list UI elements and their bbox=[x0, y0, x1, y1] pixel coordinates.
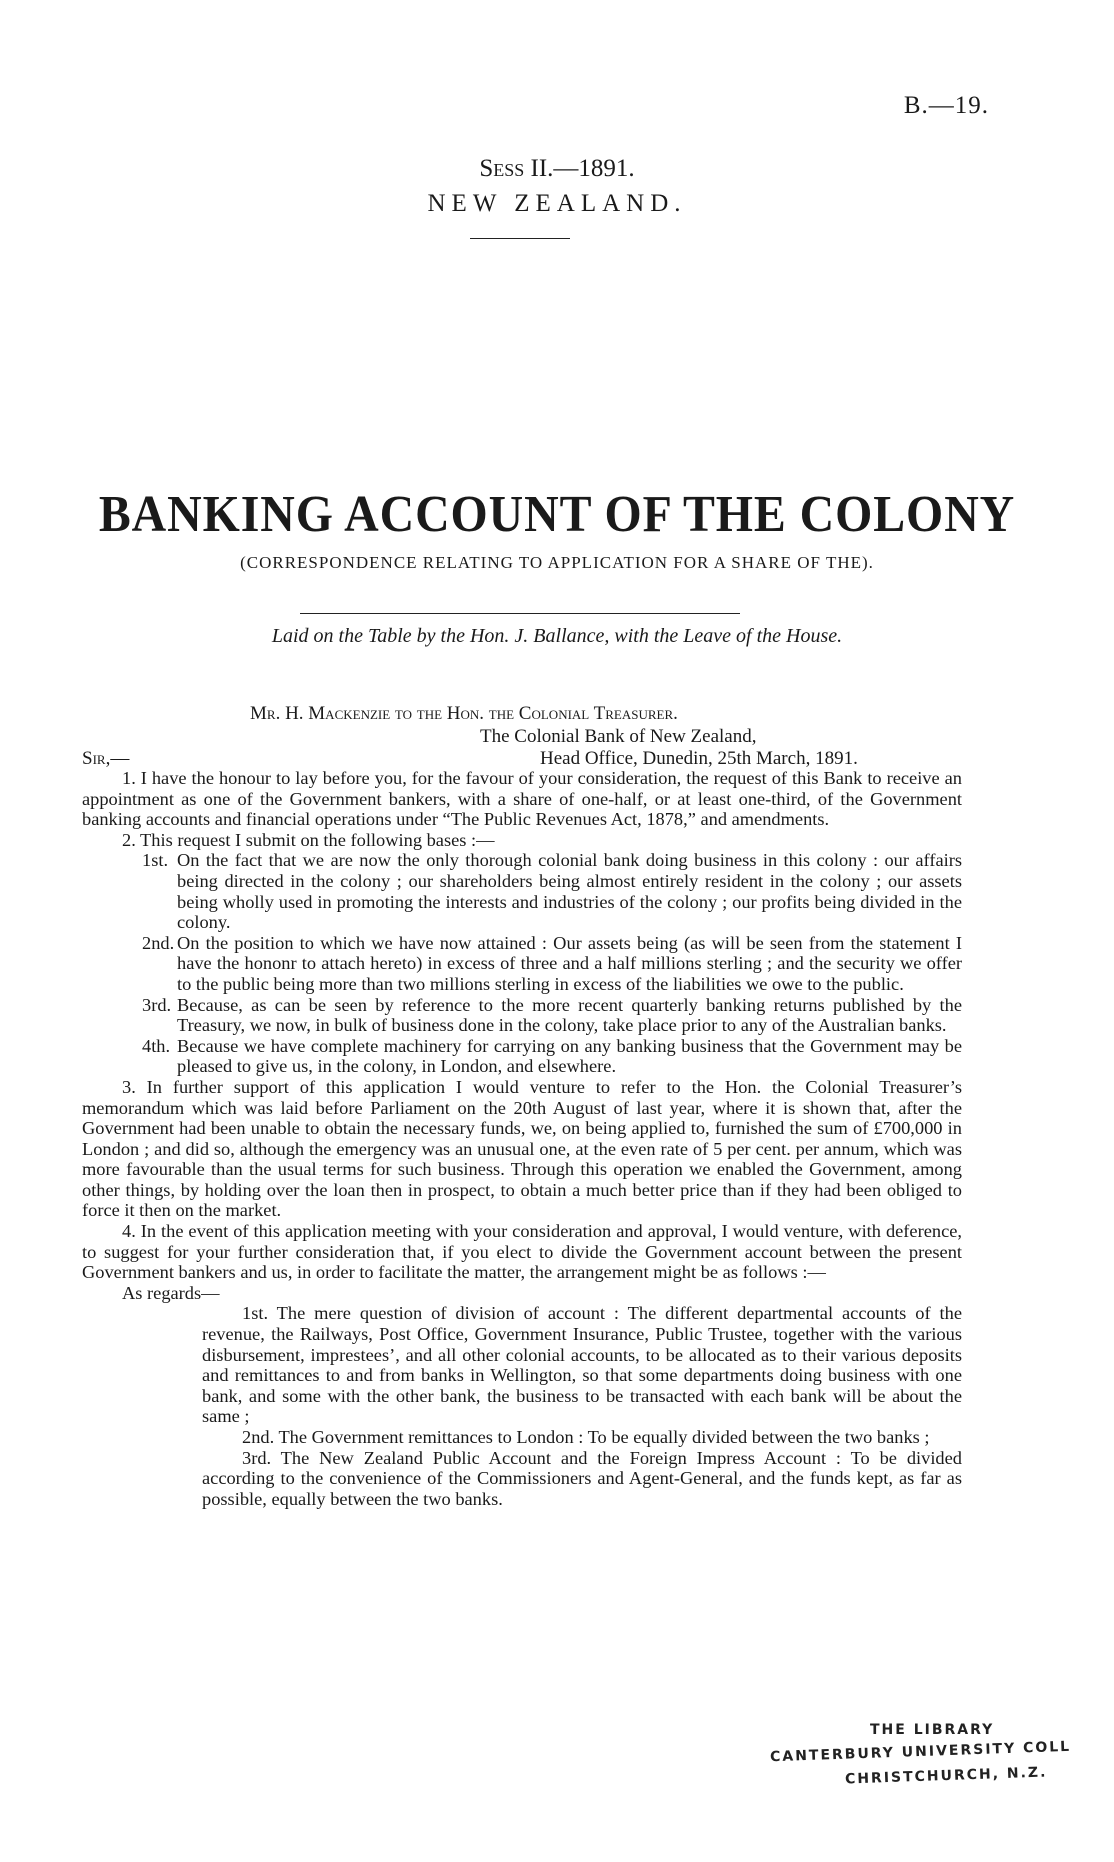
basis-text: On the position to which we have now attained : Our assets being (as will be seen from the statement I have the hononr to attach hereto) in excess of three and a half millions sterling ; and the security we offer to the public being more than two millions sterling in excess of the liabilities we owe to the public. bbox=[177, 932, 962, 994]
basis-text: On the fact that we are now the only thorough colonial bank doing business in this colony : our affairs being directed in the colony ; our shareholders being almost entirely resident in the colony ; our assets being wholly used in promoting the interests and industries of the colony ; our profits being divided in the colony. bbox=[177, 850, 962, 933]
basis-number: 4th. bbox=[142, 1035, 171, 1056]
basis-item bbox=[142, 994, 962, 1036]
library-stamp-line-1: THE LIBRARY bbox=[870, 1722, 995, 1738]
session-line bbox=[0, 155, 1114, 183]
session-year: II.—1891. bbox=[524, 155, 635, 182]
country-heading: NEW ZEALAND. bbox=[427, 190, 687, 217]
paragraph-4: 4. In the event of this application meeting with your consideration and approval, I would venture, with deference, to suggest for your further consideration that, if you elect to divide the Government account between the present Government bankers and us, in order to facilitate the matter, the arrangement might be as follows :— bbox=[82, 1221, 962, 1283]
arrangement-item-3: 3rd. The New Zealand Public Account and the Foreign Impress Account : To be divided according to the convenience of the Commissioners and Agent-General, and the funds kept, as far as possible, equally between the two banks. bbox=[202, 1447, 962, 1509]
title-divider bbox=[300, 613, 740, 614]
basis-number: 3rd. bbox=[142, 994, 172, 1015]
address-line-2: Head Office, Dunedin, 25th March, 1891. bbox=[540, 748, 858, 769]
arrangement-item-2: 2nd. The Government remittances to London : To be equally divided between the two banks ; bbox=[242, 1427, 930, 1447]
basis-number: 1st. bbox=[142, 850, 169, 871]
library-stamp-line-2: CANTERBURY UNIVERSITY COLL bbox=[769, 1738, 1072, 1766]
paragraph-1: 1. I have the honour to lay before you, for the favour of your consideration, the request of this Bank to receive an appointment as one of the Government bankers, with a share of one-half, or at least one-third, of the Government banking accounts and financial operations under “The Public Revenues Act, 1878,” and amendments. bbox=[82, 768, 962, 830]
basis-number: 2nd. bbox=[142, 932, 175, 953]
basis-item bbox=[142, 1035, 962, 1077]
document-subtitle: (CORRESPONDENCE RELATING TO APPLICATION FOR A SHARE OF THE). bbox=[240, 553, 874, 572]
letter-heading: Mr. H. Mackenzie to the Hon. the Colonial Treasurer. bbox=[250, 703, 678, 724]
basis-text: Because we have complete machinery for carrying on any banking business that the Government may be pleased to give us, in the colony, in London, and elsewhere. bbox=[177, 1035, 962, 1077]
address-line-1: The Colonial Bank of New Zealand, bbox=[480, 726, 757, 747]
paragraph-3: 3. In further support of this application I would venture to refer to the Hon. the Colonial Treasurer’s memorandum which was laid before Parliament on the 20th August of last year, where it is shown that, after the Government had been unable to obtain the necessary funds, we, on being applied to, furnished the sum of £700,000 in London ; and did so, although the emergency was an unusual one, at the even rate of 5 per cent. per annum, which was more favourable than the usual terms for such business. Through this operation we enabled the Government, among other things, by holding over the loan then in prospect, to obtain a much better price than if they had been obliged to force it then on the market. bbox=[82, 1076, 962, 1221]
laid-on-table-note: Laid on the Table by the Hon. J. Ballance, with the Leave of the House. bbox=[271, 625, 843, 647]
basis-item bbox=[142, 850, 962, 933]
basis-item bbox=[142, 932, 962, 995]
letter-body bbox=[82, 768, 962, 1509]
library-stamp-line-3: CHRISTCHURCH, N.Z. bbox=[844, 1764, 1048, 1788]
session-prefix: Sess bbox=[479, 155, 525, 182]
salutation: Sir,— bbox=[82, 748, 130, 769]
arrangement-item-1: 1st. The mere question of division of account : The different departmental accounts of the revenue, the Railways, Post Office, Government Insurance, Public Trustee, together with the various disbursement, imprestees’, and all other colonial accounts, to be allocated as to their various deposits and remittances to and from banks in Wellington, so that some departments doing business with one bank, and some with the other bank, the business to be transacted with each bank will be about the same ; bbox=[202, 1303, 962, 1427]
paragraph-2: 2. This request I submit on the following bases :— bbox=[122, 829, 495, 850]
header-divider bbox=[470, 238, 570, 239]
basis-text: Because, as can be seen by reference to the more recent quarterly banking returns published by the Treasury, we now, in bulk of business done in the colony, take place prior to any of the Australian banks. bbox=[177, 994, 962, 1036]
document-reference: B.—19. bbox=[903, 92, 989, 119]
as-regards-label: As regards— bbox=[122, 1282, 220, 1303]
document-title: BANKING ACCOUNT OF THE COLONY bbox=[98, 486, 1016, 543]
